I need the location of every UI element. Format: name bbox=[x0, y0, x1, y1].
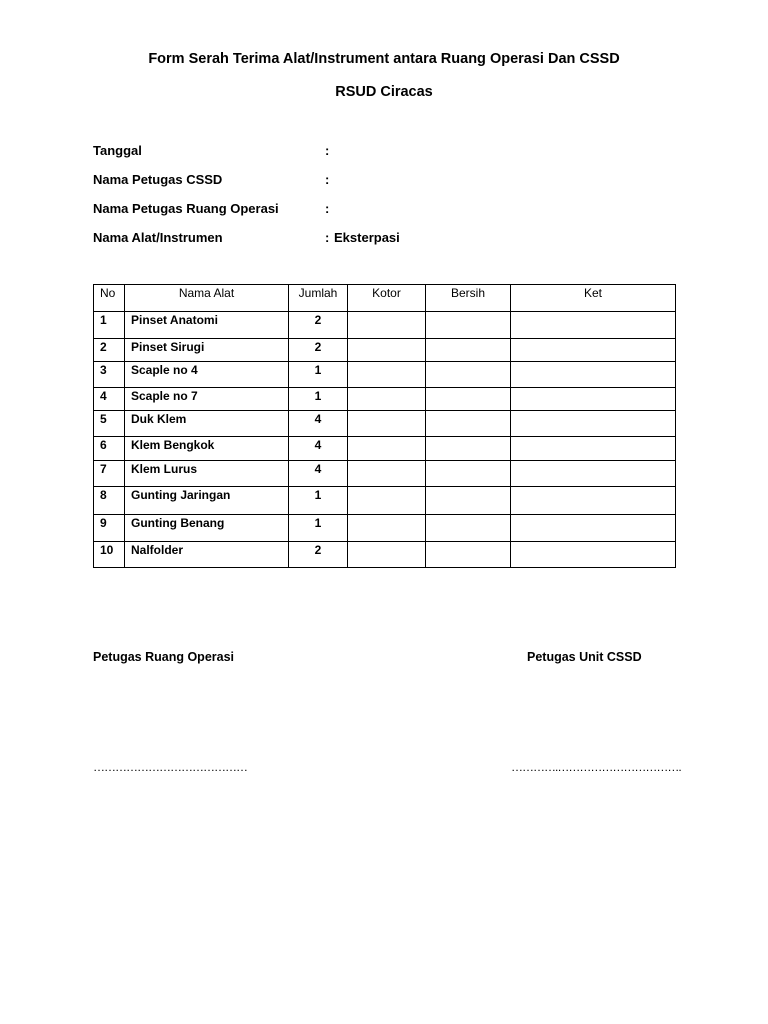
signature-label-ruang-operasi: Petugas Ruang Operasi bbox=[93, 650, 235, 664]
cell-no: 9 bbox=[94, 515, 125, 542]
cell-no: 2 bbox=[94, 339, 125, 362]
cell-ket bbox=[511, 312, 676, 339]
cell-kotor bbox=[348, 411, 426, 437]
cell-jumlah: 1 bbox=[289, 515, 348, 542]
cell-kotor bbox=[348, 312, 426, 339]
cell-kotor bbox=[348, 487, 426, 515]
cell-kotor bbox=[348, 362, 426, 388]
cell-no: 7 bbox=[94, 461, 125, 487]
cell-no: 4 bbox=[94, 388, 125, 411]
cell-jumlah: 4 bbox=[289, 461, 348, 487]
cell-jumlah: 1 bbox=[289, 487, 348, 515]
table-row bbox=[94, 339, 676, 362]
cell-nama-alat: Klem Bengkok bbox=[125, 437, 289, 461]
cell-nama-alat: Scaple no 7 bbox=[125, 388, 289, 411]
cell-nama-alat: Pinset Sirugi bbox=[125, 339, 289, 362]
cell-ket bbox=[511, 437, 676, 461]
info-row-petugas-cssd bbox=[93, 172, 693, 192]
cell-bersih bbox=[426, 487, 511, 515]
table-row bbox=[94, 461, 676, 487]
cell-bersih bbox=[426, 542, 511, 568]
signature-line-cssd: ………….……………………………. bbox=[511, 760, 681, 774]
cell-kotor bbox=[348, 339, 426, 362]
cell-ket bbox=[511, 487, 676, 515]
info-colon: : bbox=[325, 143, 330, 158]
cell-kotor bbox=[348, 388, 426, 411]
cell-ket bbox=[511, 388, 676, 411]
cell-ket bbox=[511, 515, 676, 542]
info-value: Eksterpasi bbox=[334, 230, 400, 245]
info-colon: : bbox=[325, 172, 330, 187]
column-header-jumlah: Jumlah bbox=[289, 285, 348, 312]
cell-ket bbox=[511, 542, 676, 568]
table-row bbox=[94, 362, 676, 388]
cell-no: 6 bbox=[94, 437, 125, 461]
instrument-table bbox=[93, 284, 676, 568]
cell-bersih bbox=[426, 515, 511, 542]
cell-nama-alat: Klem Lurus bbox=[125, 461, 289, 487]
cell-bersih bbox=[426, 388, 511, 411]
cell-jumlah: 2 bbox=[289, 339, 348, 362]
cell-ket bbox=[511, 339, 676, 362]
document-subtitle: RSUD Ciracas bbox=[335, 84, 433, 100]
cell-no: 10 bbox=[94, 542, 125, 568]
signature-line-ruang-operasi: …………………………………… bbox=[93, 760, 247, 774]
table-row bbox=[94, 487, 676, 515]
cell-bersih bbox=[426, 312, 511, 339]
cell-jumlah: 1 bbox=[289, 388, 348, 411]
document-title: Form Serah Terima Alat/Instrument antara Ruang Operasi Dan CSSD bbox=[148, 51, 620, 67]
cell-kotor bbox=[348, 437, 426, 461]
table-row bbox=[94, 388, 676, 411]
info-row-tanggal bbox=[93, 143, 693, 163]
info-label: Nama Petugas CSSD bbox=[93, 172, 223, 187]
info-colon: : bbox=[325, 201, 330, 216]
info-label: Tanggal bbox=[93, 143, 142, 158]
cell-no: 1 bbox=[94, 312, 125, 339]
cell-no: 8 bbox=[94, 487, 125, 515]
table-row bbox=[94, 515, 676, 542]
info-colon: : bbox=[325, 230, 330, 245]
cell-jumlah: 2 bbox=[289, 312, 348, 339]
cell-no: 3 bbox=[94, 362, 125, 388]
signature-label-cssd: Petugas Unit CSSD bbox=[527, 650, 642, 664]
table-header-row bbox=[94, 285, 676, 312]
cell-bersih bbox=[426, 461, 511, 487]
column-header-nama-alat: Nama Alat bbox=[125, 285, 289, 312]
cell-jumlah: 4 bbox=[289, 411, 348, 437]
cell-jumlah: 2 bbox=[289, 542, 348, 568]
cell-nama-alat: Gunting Jaringan bbox=[125, 487, 289, 515]
cell-nama-alat: Scaple no 4 bbox=[125, 362, 289, 388]
cell-no: 5 bbox=[94, 411, 125, 437]
cell-nama-alat: Gunting Benang bbox=[125, 515, 289, 542]
column-header-bersih: Bersih bbox=[426, 285, 511, 312]
table-row bbox=[94, 437, 676, 461]
cell-nama-alat: Nalfolder bbox=[125, 542, 289, 568]
cell-bersih bbox=[426, 362, 511, 388]
cell-kotor bbox=[348, 515, 426, 542]
info-row-petugas-ruang-operasi bbox=[93, 201, 693, 221]
column-header-no: No bbox=[94, 285, 125, 312]
column-header-kotor: Kotor bbox=[348, 285, 426, 312]
cell-bersih bbox=[426, 437, 511, 461]
cell-ket bbox=[511, 362, 676, 388]
cell-jumlah: 4 bbox=[289, 437, 348, 461]
cell-kotor bbox=[348, 461, 426, 487]
table-row bbox=[94, 542, 676, 568]
column-header-ket: Ket bbox=[511, 285, 676, 312]
table-row bbox=[94, 312, 676, 339]
cell-ket bbox=[511, 461, 676, 487]
cell-jumlah: 1 bbox=[289, 362, 348, 388]
info-label: Nama Alat/Instrumen bbox=[93, 230, 223, 245]
cell-bersih bbox=[426, 339, 511, 362]
info-row-nama-alat bbox=[93, 230, 693, 250]
cell-kotor bbox=[348, 542, 426, 568]
cell-nama-alat: Duk Klem bbox=[125, 411, 289, 437]
cell-bersih bbox=[426, 411, 511, 437]
info-label: Nama Petugas Ruang Operasi bbox=[93, 201, 279, 216]
cell-ket bbox=[511, 411, 676, 437]
cell-nama-alat: Pinset Anatomi bbox=[125, 312, 289, 339]
table-row bbox=[94, 411, 676, 437]
